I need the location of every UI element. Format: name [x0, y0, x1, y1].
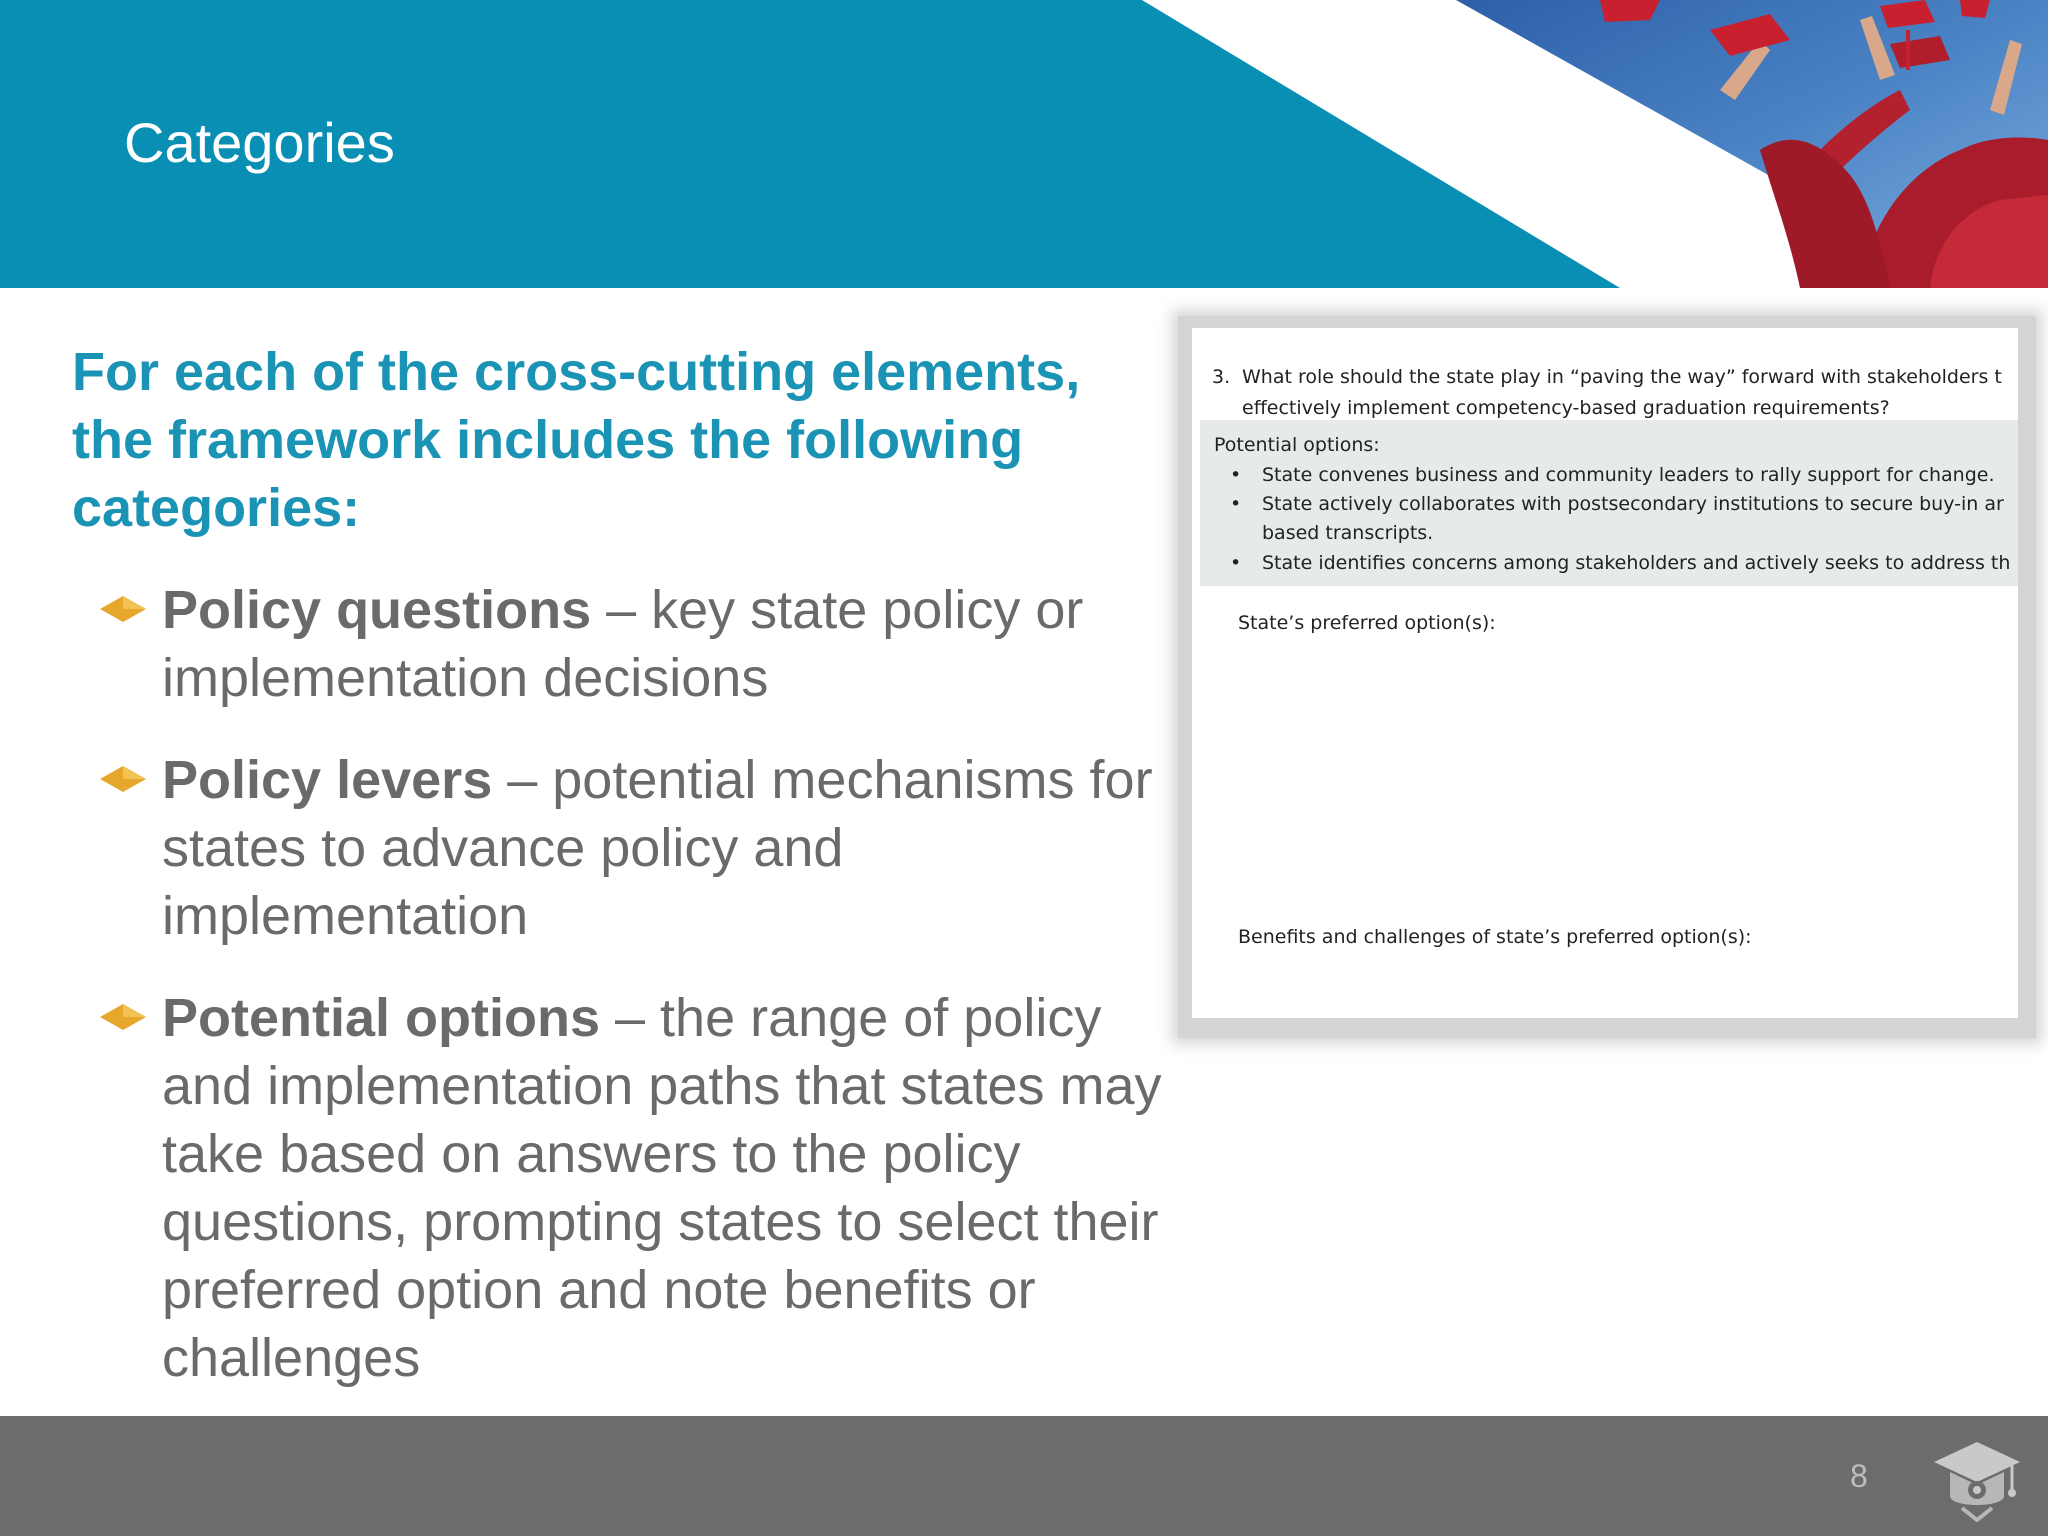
bullet-term: Policy levers [162, 750, 493, 810]
bullet-policy-levers [162, 746, 1162, 950]
option-item: State identifies concerns among stakeholders and actively seeks to address th [1262, 552, 2011, 574]
question-line-1: What role should the state play in “paving the way” forward with stakeholders t [1242, 366, 2002, 388]
diamond-bullet-icon [98, 594, 148, 624]
question-text [1242, 362, 2002, 424]
page-number: 8 [1850, 1458, 1868, 1494]
bullet-policy-questions [162, 576, 1162, 712]
option-item-continuation: based transcripts. [1262, 522, 1434, 544]
intro-text: For each of the cross-cutting elements, the framework includes the following categories: [72, 342, 1081, 538]
option-item: State actively collaborates with postsecondary institutions to secure buy-in ar [1262, 493, 2004, 515]
document-screenshot [1178, 316, 2036, 1038]
bullet-description: – potential mechanisms for states to advance policy and implementation [162, 750, 1153, 946]
options-box [1200, 420, 2018, 586]
bullet-dot: • [1230, 552, 1242, 574]
options-label: Potential options: [1214, 434, 1380, 456]
question-number: 3. [1212, 366, 1231, 388]
bullet-potential-options [162, 984, 1162, 1392]
bullet-dot: • [1230, 493, 1242, 515]
bullet-dot: • [1230, 464, 1242, 486]
diamond-bullet-icon [98, 764, 148, 794]
bullet-description: – key state policy or implementation decisions [162, 580, 1084, 708]
graduation-cap-logo-icon [1932, 1438, 2022, 1522]
slide-header [0, 0, 2048, 288]
question-line-2: effectively implement competency-based graduation requirements? [1242, 397, 1890, 419]
document-page [1192, 328, 2018, 1018]
option-item: State convenes business and community leaders to rally support for change. [1262, 464, 1995, 486]
bullet-term: Potential options [162, 988, 600, 1048]
diamond-bullet-icon [98, 1002, 148, 1032]
slide-title: Categories [124, 111, 395, 174]
bullet-description: – the range of policy and implementation paths that states may take based on answers to the policy questions, prompting states to select their preferred option and note benefits or challenges [162, 988, 1162, 1388]
benefits-challenges-label: Benefits and challenges of state’s preferred option(s): [1238, 926, 1752, 948]
slide-footer [0, 1416, 2048, 1536]
bullet-term: Policy questions [162, 580, 592, 640]
preferred-option-label: State’s preferred option(s): [1238, 612, 1496, 634]
